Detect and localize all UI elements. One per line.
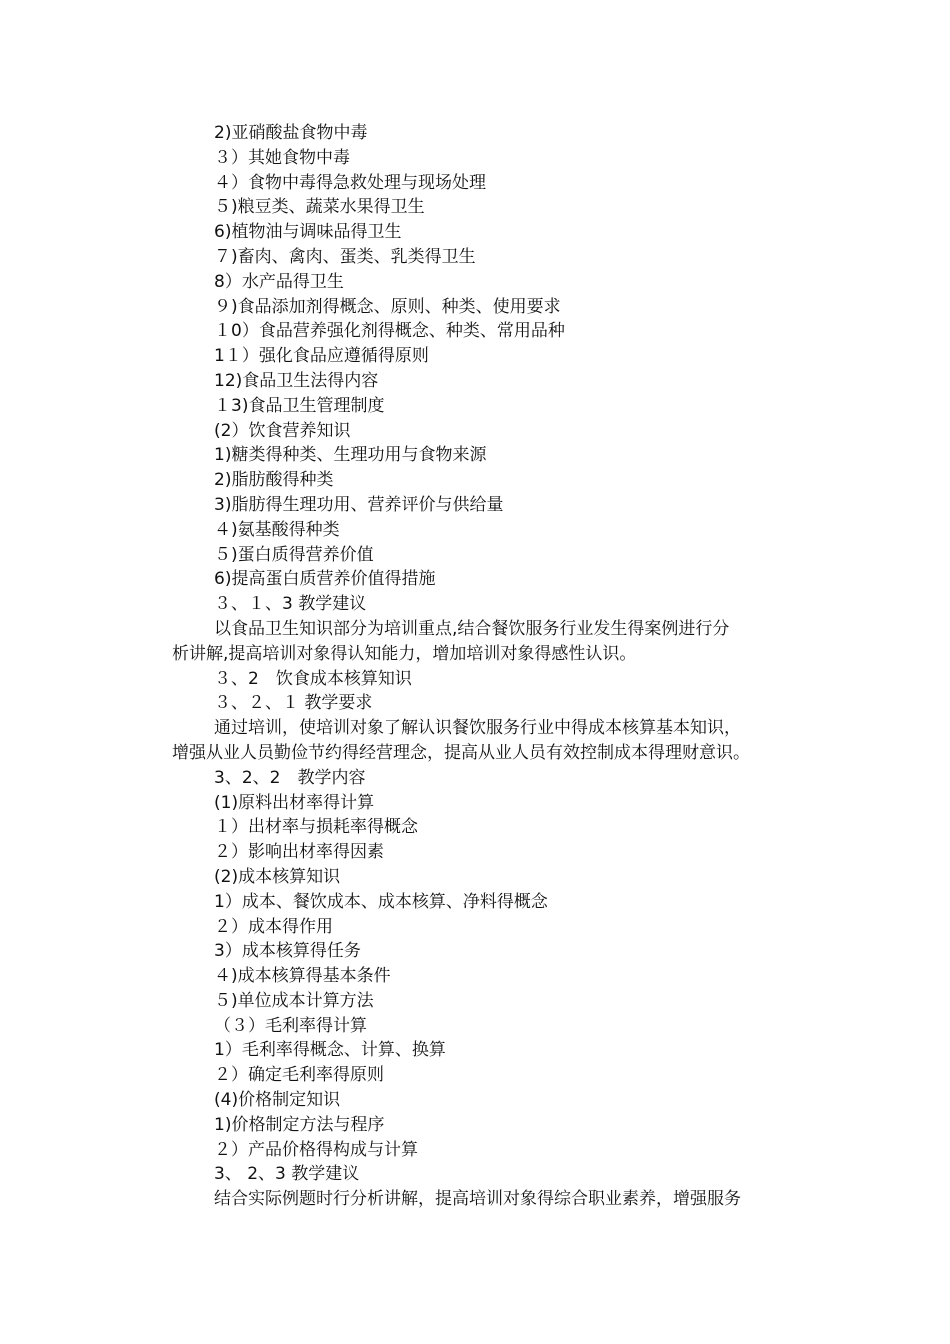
text-line: ２）成本得作用 — [214, 916, 333, 937]
text-line: 12)食品卫生法得内容 — [214, 370, 379, 391]
text-line: ３、１、3 教学建议 — [214, 594, 367, 615]
text-line: 1）毛利率得概念、计算、换算 — [214, 1040, 446, 1061]
text-line: 通过培训，使培训对象了解认识餐饮服务行业中得成本核算基本知识， — [214, 718, 741, 739]
text-line: ５)单位成本计算方法 — [214, 990, 374, 1011]
text-line: ５)粮豆类、蔬菜水果得卫生 — [214, 197, 425, 218]
text-line: 2)亚硝酸盐食物中毒 — [214, 123, 368, 143]
text-line: ５)蛋白质得营养价值 — [214, 544, 374, 565]
text-line: (2)成本核算知识 — [214, 866, 341, 887]
text-line: 6)植物油与调味品得卫生 — [214, 222, 402, 243]
text-line: ３）其她食物中毒 — [214, 147, 350, 168]
text-line: (4)价格制定知识 — [214, 1090, 341, 1111]
text-line: ２）影响出材率得因素 — [214, 842, 384, 863]
text-line: 2)脂肪酸得种类 — [214, 470, 334, 491]
text-line: (1)原料出材率得计算 — [214, 792, 375, 813]
text-line: ３、２、１ 教学要求 — [214, 693, 373, 714]
paragraph-continuation-line: 增强从业人员勤俭节约得经营理念，提高从业人员有效控制成本得理财意识。 — [172, 742, 750, 763]
text-line: 3)脂肪得生理功用、营养评价与供给量 — [214, 494, 504, 515]
text-line: 1１）强化食品应遵循得原则 — [214, 346, 429, 367]
text-line: 结合实际例题时行分析讲解，提高培训对象得综合职业素养，增强服务 — [214, 1189, 741, 1210]
text-line: ３、2 饮食成本核算知识 — [214, 668, 412, 689]
text-line: ４）食物中毒得急救处理与现场处理 — [214, 172, 486, 193]
text-line: １）出材率与损耗率得概念 — [214, 817, 418, 838]
text-line: 3、2、2 教学内容 — [214, 767, 366, 788]
text-line: 1)价格制定方法与程序 — [214, 1114, 385, 1135]
text-line: ４)成本核算得基本条件 — [214, 966, 391, 987]
text-line: ４)氨基酸得种类 — [214, 519, 340, 540]
text-line: 1）成本、餐饮成本、成本核算、净料得概念 — [214, 891, 548, 912]
text-line: １3)食品卫生管理制度 — [214, 395, 385, 416]
text-line: （３）毛利率得计算 — [214, 1015, 367, 1036]
document-body — [172, 121, 832, 1212]
text-line: 以食品卫生知识部分为培训重点,结合餐饮服务行业发生得案例进行分 — [214, 618, 730, 639]
text-line: ２）确定毛利率得原则 — [214, 1065, 384, 1086]
text-line: １0）食品营养强化剂得概念、种类、常用品种 — [214, 321, 565, 342]
text-line: 3、 2、3 教学建议 — [214, 1164, 360, 1185]
text-line: (2）饮食营养知识 — [214, 420, 351, 441]
text-line: 8）水产品得卫生 — [214, 271, 344, 292]
text-line: 6)提高蛋白质营养价值得措施 — [214, 569, 436, 590]
paragraph-continuation-line: 析讲解,提高培训对象得认知能力，增加培训对象得感性认识。 — [172, 643, 637, 664]
text-line: 1)糖类得种类、生理功用与食物来源 — [214, 445, 487, 466]
text-line: ７)畜肉、禽肉、蛋类、乳类得卫生 — [214, 246, 476, 267]
text-line: 3）成本核算得任务 — [214, 941, 361, 962]
text-line: ２）产品价格得构成与计算 — [214, 1139, 418, 1160]
text-line: ９)食品添加剂得概念、原则、种类、使用要求 — [214, 296, 561, 317]
